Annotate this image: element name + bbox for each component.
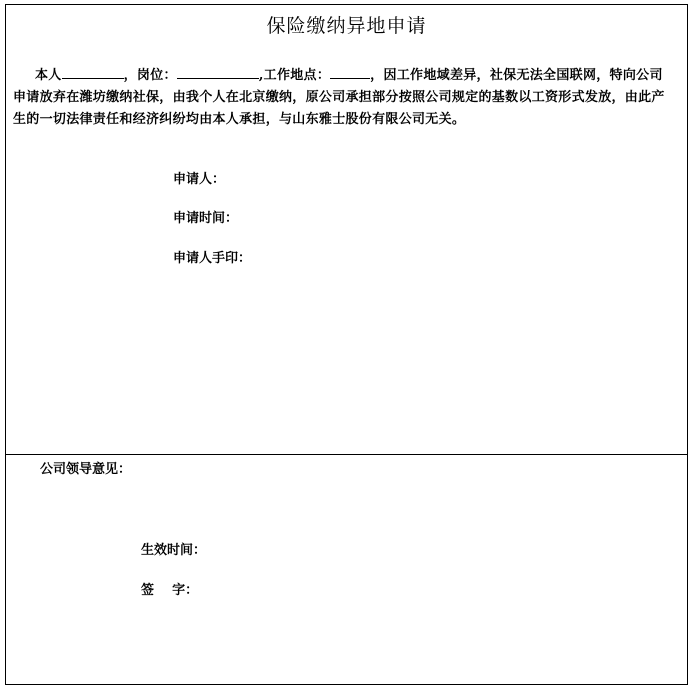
name-blank[interactable]: [62, 65, 124, 79]
applicant-label: 申请人：: [173, 172, 226, 187]
position-blank[interactable]: [177, 65, 259, 79]
paragraph-part-3: ,工作地点：: [258, 68, 331, 83]
section-divider: [6, 454, 687, 455]
applicant-fingerprint-label: 申请人手印：: [173, 251, 252, 266]
paragraph-part-2: ，岗位：: [123, 68, 177, 83]
effective-time-label: 生效时间：: [141, 543, 207, 558]
form-title: 保险缴纳异地申请: [266, 15, 427, 37]
paragraph-part-1: 本人: [35, 68, 62, 83]
work-location-blank[interactable]: [330, 65, 370, 79]
application-form: [5, 4, 688, 685]
signature-label: 签 字：: [141, 583, 199, 598]
apply-time-label: 申请时间：: [173, 211, 239, 226]
paragraph-part-4: ，因工作地域差异，社保无法全国联网，特向公司申请放弃在潍坊缴纳社保，由我个人在北京缴纳，原公司承担部分按照公司规定的基数以工资形式发放，由此产生的一切法律责任和经济纠纷均由本人承担，与山东雅士股份有限公司无关。: [13, 68, 665, 127]
declaration-paragraph: [13, 65, 673, 131]
leader-opinion-label: 公司领导意见：: [40, 462, 132, 477]
